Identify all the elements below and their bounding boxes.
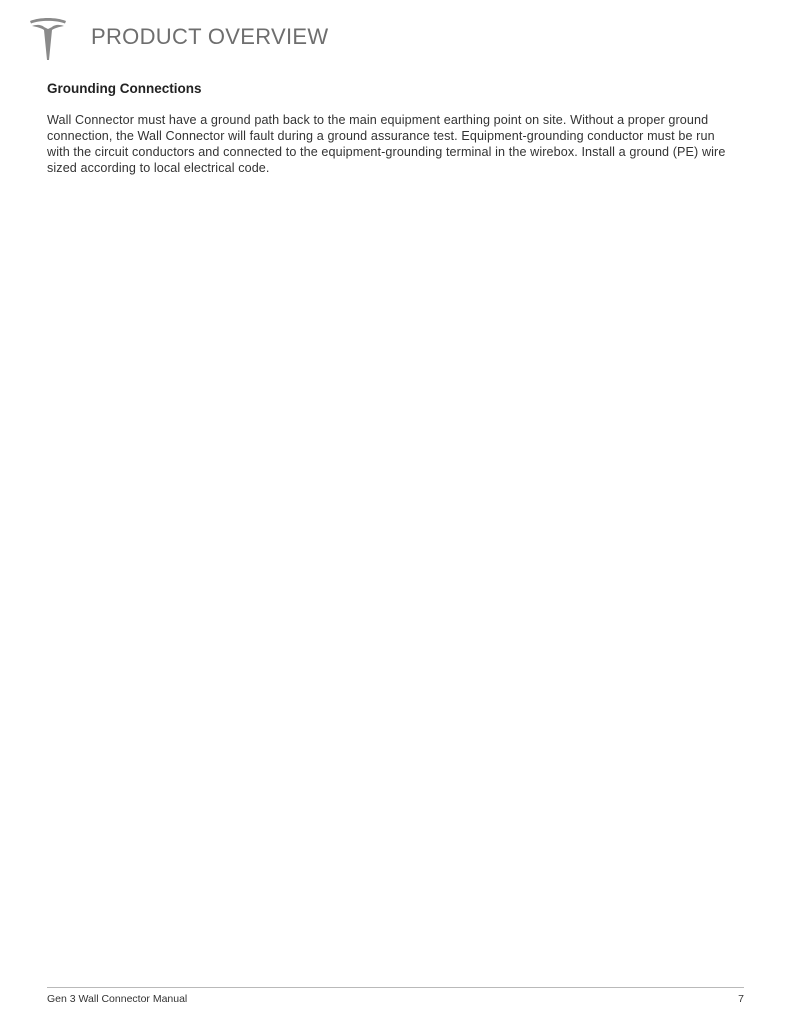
section-heading: Grounding Connections bbox=[47, 81, 202, 96]
tesla-t-logo-icon bbox=[28, 16, 68, 62]
page-header bbox=[28, 14, 768, 64]
footer-manual-name: Gen 3 Wall Connector Manual bbox=[47, 993, 188, 1005]
main-content bbox=[47, 80, 737, 176]
section-body-text: Wall Connector must have a ground path back to the main equipment earthing point on site. Without a proper ground connection, the Wall Connector will fault during a ground assurance test. Equipment-grounding conductor must be run with the circuit conductors and connected to the equipment-grounding terminal in the wirebox. Install a ground (PE) wire sized according to local electrical code. bbox=[47, 113, 726, 175]
footer-divider bbox=[47, 987, 744, 988]
page-title: PRODUCT OVERVIEW bbox=[91, 24, 329, 49]
footer-page-number: 7 bbox=[738, 993, 744, 1005]
